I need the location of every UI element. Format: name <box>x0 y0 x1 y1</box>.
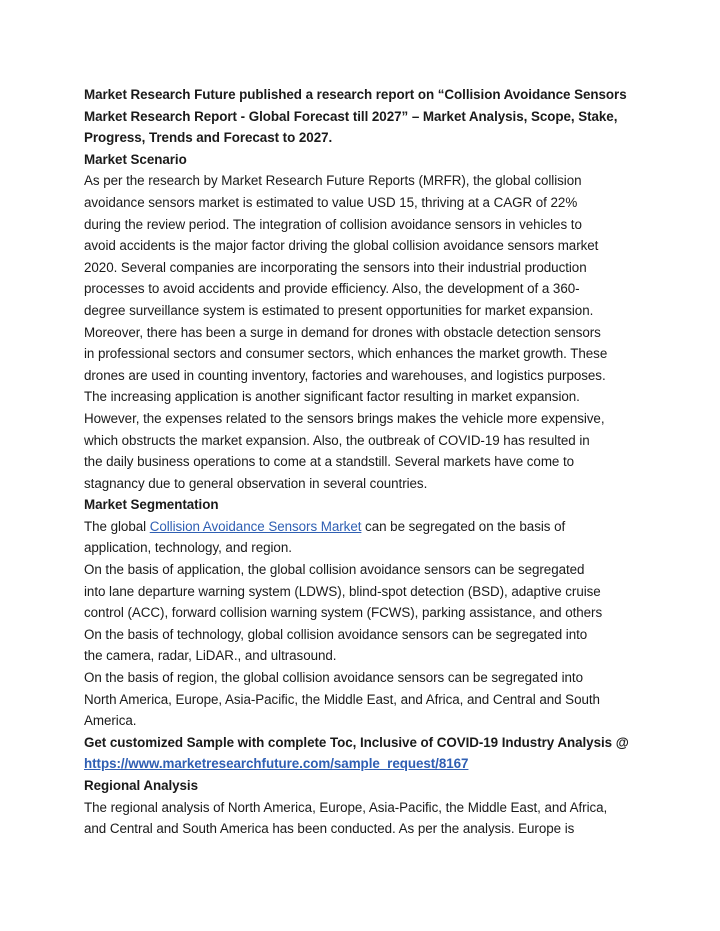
body-line: On the basis of region, the global collision avoidance sensors can be segregated into <box>84 670 583 686</box>
body-line: the camera, radar, LiDAR., and ultrasound. <box>84 648 337 664</box>
body-line: which obstructs the market expansion. Also, the outbreak of COVID-19 has resulted in <box>84 432 590 448</box>
body-line: Moreover, there has been a surge in demand for drones with obstacle detection sensors <box>84 324 601 340</box>
body-line: into lane departure warning system (LDWS), blind-spot detection (BSD), adaptive cruise <box>84 583 601 599</box>
body-line: stagnancy due to general observation in several countries. <box>84 475 428 491</box>
body-line: and Central and South America has been conducted. As per the analysis. Europe is <box>84 821 575 837</box>
intro-text-before-link: The global <box>84 518 150 534</box>
body-line: The regional analysis of North America, Europe, Asia-Pacific, the Middle East, and Africa, <box>84 799 608 815</box>
body-line: degree surveillance system is estimated to present opportunities for market expansion. <box>84 302 594 318</box>
body-line: avoid accidents is the major factor driving the global collision avoidance sensors market <box>84 238 599 254</box>
sample-request-text: Get customized Sample with complete Toc, Inclusive of COVID-19 Industry Analysis @ <box>84 734 629 750</box>
regional-analysis-section <box>84 775 640 840</box>
segmentation-intro-line <box>84 516 640 538</box>
body-line: application, technology, and region. <box>84 540 292 556</box>
body-line: control (ACC), forward collision warning system (FCWS), parking assistance, and others <box>84 605 603 621</box>
body-line: The increasing application is another significant factor resulting in market expansion. <box>84 389 580 405</box>
market-scenario-section <box>84 149 640 495</box>
report-title-line: Market Research Report - Global Forecast till 2027” – Market Analysis, Scope, Stake, <box>84 108 618 124</box>
report-title-line: Progress, Trends and Forecast to 2027. <box>84 130 333 146</box>
collision-avoidance-sensors-market-link[interactable]: Collision Avoidance Sensors Market <box>149 518 362 534</box>
body-line: America. <box>84 713 137 729</box>
body-line: during the review period. The integration of collision avoidance sensors in vehicles to <box>84 216 582 232</box>
report-title-line: Market Research Future published a research report on “Collision Avoidance Sensors <box>84 87 627 102</box>
body-line: On the basis of technology, global collision avoidance sensors can be segregated into <box>84 626 588 642</box>
body-line: 2020. Several companies are incorporating the sensors into their industrial production <box>84 259 587 275</box>
regional-analysis-heading: Regional Analysis <box>84 778 198 793</box>
body-line: However, the expenses related to the sensors brings makes the vehicle more expensive, <box>84 410 605 426</box>
body-line: On the basis of application, the global collision avoidance sensors can be segregated <box>84 562 585 578</box>
market-scenario-heading: Market Scenario <box>84 151 187 167</box>
body-line: North America, Europe, Asia-Pacific, the Middle East, and Africa, and Central and South <box>84 691 600 707</box>
sample-request-section <box>84 732 640 775</box>
body-line: avoidance sensors market is estimated to value USD 15, thriving at a CAGR of 22% <box>84 194 578 210</box>
body-line: drones are used in counting inventory, factories and warehouses, and logistics purposes. <box>84 367 606 383</box>
body-line: the daily business operations to come at a standstill. Several markets have come to <box>84 454 575 470</box>
body-line: processes to avoid accidents and provide efficiency. Also, the development of a 360- <box>84 281 580 297</box>
body-line: in professional sectors and consumer sectors, which enhances the market growth. These <box>84 346 608 362</box>
document-page <box>84 84 640 840</box>
body-line: As per the research by Market Research Future Reports (MRFR), the global collision <box>84 173 582 189</box>
intro-text-after-link: can be segregated on the basis of <box>361 518 566 534</box>
report-title <box>84 84 640 149</box>
market-segmentation-heading: Market Segmentation <box>84 497 219 513</box>
sample-request-link[interactable]: https://www.marketresearchfuture.com/sample_request/8167 <box>84 756 469 772</box>
market-segmentation-section <box>84 494 640 732</box>
